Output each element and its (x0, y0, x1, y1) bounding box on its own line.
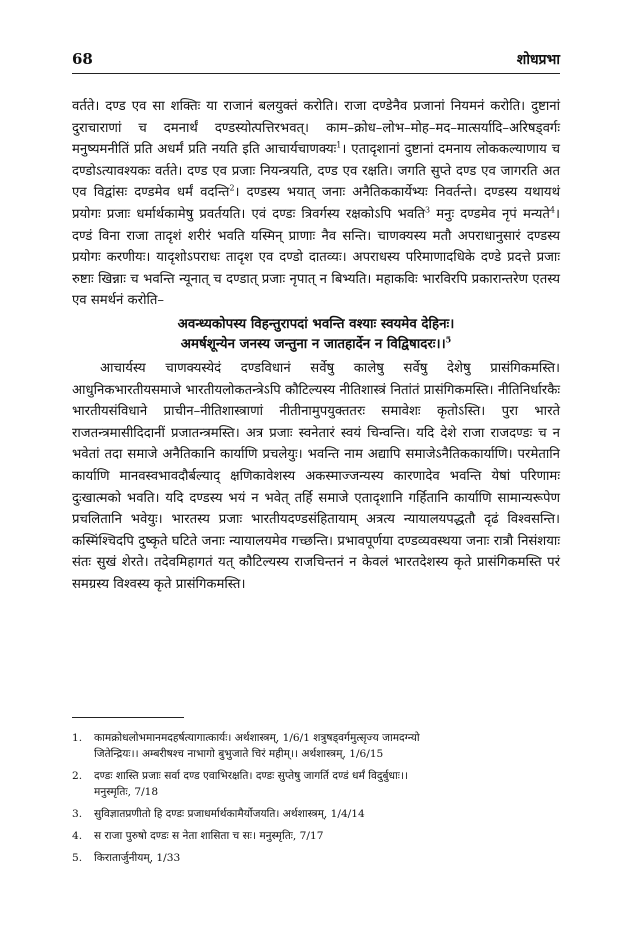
footnote-text: सुविज्ञातप्रणीतो हि दण्डः प्रजाधर्मार्थकामैर्योजयति। अर्थशास्त्रम्, 1/4/14 (94, 808, 365, 820)
verse-line-2-wrap (72, 334, 560, 354)
footnote-ref-1: 1 (336, 140, 342, 150)
page-header (72, 50, 560, 72)
verse-line-1: अवन्ध्यकोपस्य विहन्तुरापदां भवन्ति वश्याः स्वयमेव देहिनः। (177, 315, 455, 332)
verse-block (72, 314, 560, 354)
footnote-text: कामक्रोधलोभमानमदहर्षत्यागात्कार्यः। अर्थशास्त्रम्, 1/6/1 शत्रुषड्वर्गमुत्सृज्य जामदग्न्यो (94, 732, 420, 744)
footnote-ref-5: 5 (445, 334, 452, 345)
paragraph-2: आचार्यस्य चाणक्यस्येदं दण्डविधानं सर्वेषु कालेषु सर्वेषु देशेषु प्रासंगिकमस्ति। आधुनिकभारतीयसमाजे भारतीयलोकतन्त्रेऽपि कौटिल्यस्य नीतिशास्त्रं नितांतं प्रासंगिकमस्ति। नीतिनिर्धारकैः भारतीयसंविधाने प्राचीन–नीतिशास्त्राणां नीतीनामुपयुक्ततरः समावेशः कृतोऽस्ति। पुरा भारते राजतन्त्रमासीदिदानीं प्रजातन्त्रमस्ति। अत्र प्रजाः स्वनेतारं स्वयं चिन्वन्ति। यदि देशे राजा राजदण्डः च न भवेतां तदा समाजे अनैतिकानि कार्याणि प्रचलेयुः। भवन्ति नाम अद्यापि समाजेऽनैतिककार्याणि। परमेतानि कार्याणि मानवस्वभावदौर्बल्याद् क्षणिकावेशस्य अकस्माज्जन्यस्य कारणादेव भवन्ति येषां परिणामः दुःखात्मको भवति। यदि दण्डस्य भयं न भवेत् तर्हि समाजे एतादृशानि गर्हितानि कार्याणि सामान्यरूपेण प्रचलितानि भवेयुः। भारतस्य प्रजाः भारतीयदण्डसंहितायाम् अत्रत्य न्यायालयपद्धतौ दृढं विश्वसन्ति। कस्मिंश्चिदपि दुष्कृते घटिते जनाः न्यायालयमेव गच्छन्ति। प्रभावपूर्णया दण्डव्यवस्थया जनाः रात्रौ निसंशयाः संतः सुखं शेरते। तदेवमिहागतं यत् कौटिल्यस्य राजचिन्तनं न केवलं भारतदेशस्य कृते प्रासंगिकमस्ति परं समग्रस्य विश्वस्य कृते प्रासंगिकमस्ति। (72, 360, 560, 592)
footnote-text: किरातार्जुनीयम्, 1/33 (94, 852, 181, 864)
footnote-text: स राजा पुरुषो दण्डः स नेता शासिता च सः। मनुस्मृतिः, 7/17 (94, 830, 324, 842)
paragraph-1-text-a: वर्तते। दण्ड एव सा शक्तिः या राजानं बलयुक्तं करोति। राजा दण्डेनैव प्रजानां नियमनं करोति। दुष्टानां दुराचाराणां च दमनार्थं दण्डस्योत्पत्तिरभवत्। काम–क्रोध–लोभ–मोह–मद–मात्सर्यादि–अरिषड्वर्गः मनुष्यमनीतिं प्रति अधर्मं प्रति नयति इति आचार्यचाणक्यः (72, 99, 560, 158)
footnote-ref-4: 4 (549, 205, 556, 215)
footnote-text-cont: जितेन्द्रियः।। अम्बरीषश्च नाभागो बुभुजाते चिरं महीम्।। अर्थशास्त्रम्, 1/6/15 (94, 748, 384, 760)
verse-line-2: अमर्षशून्येन जनस्य जन्तुना न जातहार्देन न विद्विषादरः।। (180, 335, 446, 352)
footnote-ref-2: 2 (229, 183, 235, 193)
footnote-number: 2. (72, 770, 83, 782)
footnote-text: दण्डः शास्ति प्रजाः सर्वा दण्ड एवाभिरक्षति। दण्डः सुप्तेषु जागर्ति दण्डं धर्मं विदुर्बुधाः।। (94, 770, 408, 782)
paragraph-1-text-e: । दण्डं विना राजा तादृशं शरीरं भवति यस्मिन् प्राणाः नैव सन्ति। चाणक्यस्य मतौ अपराधानुसारं दण्डस्य प्रयोगः करणीयः। यादृशोऽपराधः तादृश एव दण्डो दातव्यः। अपराधस्य परिमाणादधिके दण्डे प्रदत्ते प्रजाः रुष्टाः खिन्नाः च भवन्ति न्यूनात् च दण्डात् प्रजाः नृपात् न बिभ्यति। महाकविः भारविरपि प्रकारान्तरेण एतस्य एव समर्थनं करोति– (72, 206, 561, 309)
footnote-number: 5. (72, 852, 83, 864)
paragraph-1 (72, 96, 560, 312)
footnote-4 (72, 828, 560, 844)
paragraph-1-text-c: । दण्डस्य भयात् जनाः अनैतिककार्येभ्यः निवर्तन्ते। दण्डस्य यथायथं प्रयोगः प्रजाः धर्मार्थकामेषु प्रवर्तयति। एवं दण्डः त्रिवर्गस्य रक्षकोऽपि भवति (72, 185, 561, 222)
footnote-1 (72, 730, 560, 762)
footnotes (72, 730, 560, 872)
main-text (72, 96, 560, 595)
header-rule (72, 73, 560, 74)
footnote-3 (72, 806, 560, 822)
footnote-text-cont: मनुस्मृतिः, 7/18 (94, 786, 159, 798)
paragraph-1-text-d: मनुः दण्डमेव नृपं मन्यते (430, 206, 550, 222)
footnote-number: 4. (72, 830, 83, 842)
footnote-5 (72, 850, 560, 866)
paragraph-1-text-b: । एतादृशानां दुष्टानां दमनाय लोककल्याणाय च दण्डोऽत्यावश्यकः वर्तते। दण्ड एव प्रजाः नियन्त्रयति, दण्ड एव रक्षति। जगति सुप्ते दण्ड एव जागरति अत एव विद्वांसः दण्डमेव धर्मं वदन्ति (72, 142, 560, 201)
page-number: 68 (72, 50, 93, 68)
footnote-number: 1. (72, 732, 83, 744)
footnote-number: 3. (72, 808, 83, 820)
footnote-rule (72, 717, 184, 718)
running-title: शोधप्रभा (516, 52, 560, 68)
footnote-2 (72, 768, 560, 800)
footnote-ref-3: 3 (425, 205, 431, 215)
